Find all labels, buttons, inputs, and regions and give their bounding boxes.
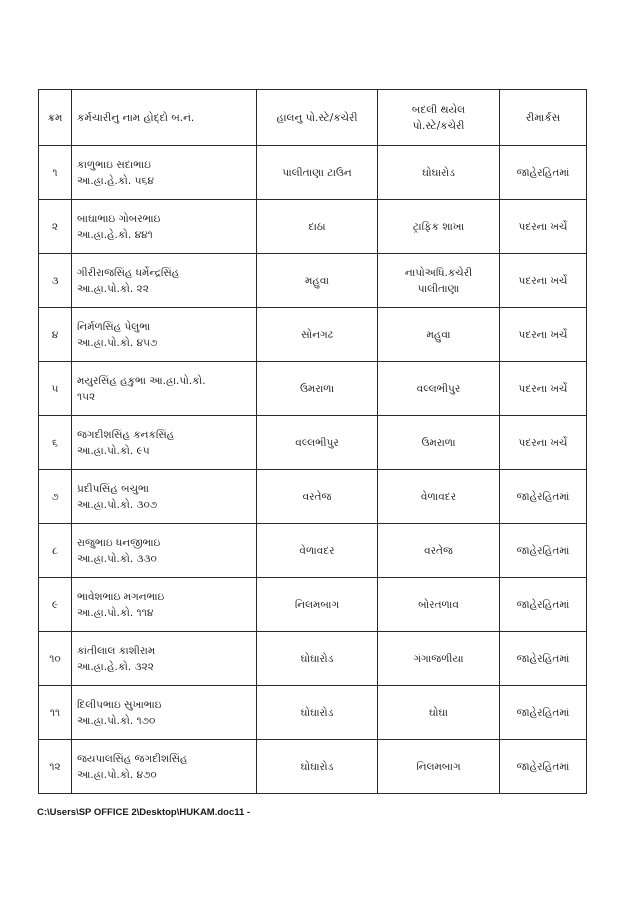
row-sr: ૮ xyxy=(39,524,72,578)
new-office-line1: ઘોઘા xyxy=(429,706,448,719)
row-employee xyxy=(72,362,257,416)
employee-designation: આ.હ્રા.પો.કો. ૪૫૭ xyxy=(77,336,158,349)
table-row xyxy=(39,308,587,362)
header-name: કર્મચારીનુ નામ હોદ્દો બ.નં. xyxy=(72,90,257,146)
row-current-office: દાઠા xyxy=(257,200,378,254)
row-sr: ૨ xyxy=(39,200,72,254)
row-employee xyxy=(72,524,257,578)
row-new-office xyxy=(378,200,500,254)
employee-name: કાંતીલાલ કાશીરામ xyxy=(77,644,156,657)
new-office-line1: નાપોઅધિ.કચેરી xyxy=(404,266,473,279)
new-office-line1: બોરતળાવ xyxy=(418,598,459,611)
employee-designation: આ.હ્રા.હે.કો. ૪૪૧ xyxy=(77,228,153,241)
employee-designation: આ.હ્રા.પો.કો. ૧૧૪ xyxy=(77,606,154,619)
employee-name: જયપાલસિંહ જગદીશસિંહ xyxy=(77,752,188,765)
employee-designation: આ.હ્રા.હે.કો. ૩૨૨ xyxy=(77,660,154,673)
row-remarks: પદરના ખર્ચે xyxy=(500,200,587,254)
new-office-line1: ઘોઘારોડ xyxy=(422,166,455,179)
table-row xyxy=(39,578,587,632)
row-sr: ૧ xyxy=(39,146,72,200)
row-employee xyxy=(72,146,257,200)
table-row xyxy=(39,524,587,578)
row-remarks: જાહેરહિતમાં xyxy=(500,524,587,578)
row-current-office: વલ્લભીપુર xyxy=(257,416,378,470)
table-row xyxy=(39,146,587,200)
row-remarks: જાહેરહિતમાં xyxy=(500,146,587,200)
employee-name: રાજુભાઇ ધનજીભાઇ xyxy=(77,536,161,549)
row-new-office xyxy=(378,254,500,308)
row-sr: ૯ xyxy=(39,578,72,632)
row-employee xyxy=(72,740,257,794)
new-office-line1: નિલમબાગ xyxy=(416,760,461,773)
header-remarks: રીમાર્કસ xyxy=(500,90,587,146)
employee-designation: આ.હ્રા.પો.કો. ૩૦૭ xyxy=(77,498,158,511)
employee-name: દિલીપભાઇ સુખાભાઇ xyxy=(77,698,162,711)
employee-designation: આ.હ્રા.પો.કો. ૯૫ xyxy=(77,444,150,457)
row-remarks: પદરના ખર્ચે xyxy=(500,362,587,416)
row-current-office: ઉમરાળા xyxy=(257,362,378,416)
row-remarks: પદરના ખર્ચે xyxy=(500,416,587,470)
row-sr: ૧૦ xyxy=(39,632,72,686)
new-office-line1: ઉમરાળા xyxy=(421,436,456,449)
row-employee xyxy=(72,470,257,524)
employee-designation: આ.હ્રા.પો.કો. ૪૭૦ xyxy=(77,768,157,781)
footer-file-path: C:\Users\SP OFFICE 2\Desktop\HUKAM.doc11 - xyxy=(37,807,251,818)
row-new-office xyxy=(378,578,500,632)
new-office-line1: વેળાવદર xyxy=(420,490,457,503)
table-row xyxy=(39,362,587,416)
new-office-line1: વલ્લભીપુર xyxy=(416,382,461,395)
row-new-office xyxy=(378,308,500,362)
header-transferred-office-line1: બદલી થયેલ xyxy=(411,103,466,116)
header-transferred-office-line2: પો.સ્ટે/કચેરી xyxy=(412,119,465,132)
row-sr: ૩ xyxy=(39,254,72,308)
row-sr: ૧૨ xyxy=(39,740,72,794)
row-remarks: જાહેરહિતમાં xyxy=(500,740,587,794)
employee-name: પ્રદીપસિંહ બચુભા xyxy=(77,482,149,495)
table-row xyxy=(39,740,587,794)
row-current-office: નિલમબાગ xyxy=(257,578,378,632)
row-employee xyxy=(72,578,257,632)
row-current-office: વેળાવદર xyxy=(257,524,378,578)
row-new-office xyxy=(378,740,500,794)
row-employee xyxy=(72,254,257,308)
employee-name: ભાવેશભાઇ મગનભાઇ xyxy=(77,590,165,603)
row-remarks: જાહેરહિતમાં xyxy=(500,578,587,632)
row-current-office: ઘોઘારોડ xyxy=(257,740,378,794)
table-row xyxy=(39,686,587,740)
row-current-office: ઘોઘારોડ xyxy=(257,632,378,686)
new-office-line1: ગંગાજળીયા xyxy=(413,652,464,665)
row-remarks: જાહેરહિતમાં xyxy=(500,686,587,740)
row-current-office: પાલીતાણા ટાઉન xyxy=(257,146,378,200)
row-employee xyxy=(72,308,257,362)
employee-designation: ૧૫૨ xyxy=(77,390,96,403)
row-new-office xyxy=(378,362,500,416)
table-row xyxy=(39,632,587,686)
header-sr: ક્રમ xyxy=(39,90,72,146)
row-new-office xyxy=(378,470,500,524)
row-employee xyxy=(72,632,257,686)
new-office-line2: પાલીતાણા xyxy=(417,282,460,295)
row-employee xyxy=(72,686,257,740)
row-new-office xyxy=(378,632,500,686)
row-current-office: સોનગઢ xyxy=(257,308,378,362)
employee-name: મયુરસિંહ હકુભા આ.હ્રા.પો.કો. xyxy=(77,374,206,387)
employee-name: કાળુભાઇ સદાભાઇ xyxy=(77,158,151,171)
employee-name: ગીરીરાજસિંહ ધર્મેન્દ્રસિંહ xyxy=(77,266,180,279)
employee-designation: આ.હ્રા.પો.કો. ૩૩૦ xyxy=(77,552,157,565)
employee-designation: આ.હ્રા.પો.કો. ૨૨ xyxy=(77,282,149,295)
row-current-office: વરતેજ xyxy=(257,470,378,524)
employee-name: નિર્મળસિંહ પેલુભા xyxy=(77,320,151,333)
row-sr: ૭ xyxy=(39,470,72,524)
row-new-office xyxy=(378,146,500,200)
row-new-office xyxy=(378,686,500,740)
table-row xyxy=(39,254,587,308)
row-current-office: મહુવા xyxy=(257,254,378,308)
row-employee xyxy=(72,200,257,254)
row-sr: ૬ xyxy=(39,416,72,470)
row-new-office xyxy=(378,416,500,470)
row-remarks: પદરના ખર્ચે xyxy=(500,254,587,308)
row-remarks: પદરના ખર્ચે xyxy=(500,308,587,362)
employee-designation: આ.હ્રા.હે.કો. ૫૬૪ xyxy=(77,174,154,187)
row-remarks: જાહેરહિતમાં xyxy=(500,470,587,524)
new-office-line1: વરતેજ xyxy=(424,544,453,557)
employee-designation: આ.હ્રા.પો.કો. ૧૭૦ xyxy=(77,714,156,727)
new-office-line1: મહુવા xyxy=(426,328,451,341)
table-header-row xyxy=(39,90,587,146)
row-sr: ૫ xyxy=(39,362,72,416)
employee-name: જગદીશસિંહ કનકસિંહ xyxy=(77,428,175,441)
row-current-office: ઘોઘારોડ xyxy=(257,686,378,740)
row-sr: ૧૧ xyxy=(39,686,72,740)
row-employee xyxy=(72,416,257,470)
header-transferred-office xyxy=(378,90,500,146)
table-row xyxy=(39,470,587,524)
row-remarks: જાહેરહિતમાં xyxy=(500,632,587,686)
employee-name: બાઘાભાઇ ગોબરભાઇ xyxy=(77,212,161,225)
header-current-office: હાલનુ પો.સ્ટે/કચેરી xyxy=(257,90,378,146)
table-row xyxy=(39,200,587,254)
transfer-order-table xyxy=(38,89,587,794)
row-sr: ૪ xyxy=(39,308,72,362)
row-new-office xyxy=(378,524,500,578)
table-row xyxy=(39,416,587,470)
new-office-line1: ટ્રાફિક શાખા xyxy=(412,220,465,233)
